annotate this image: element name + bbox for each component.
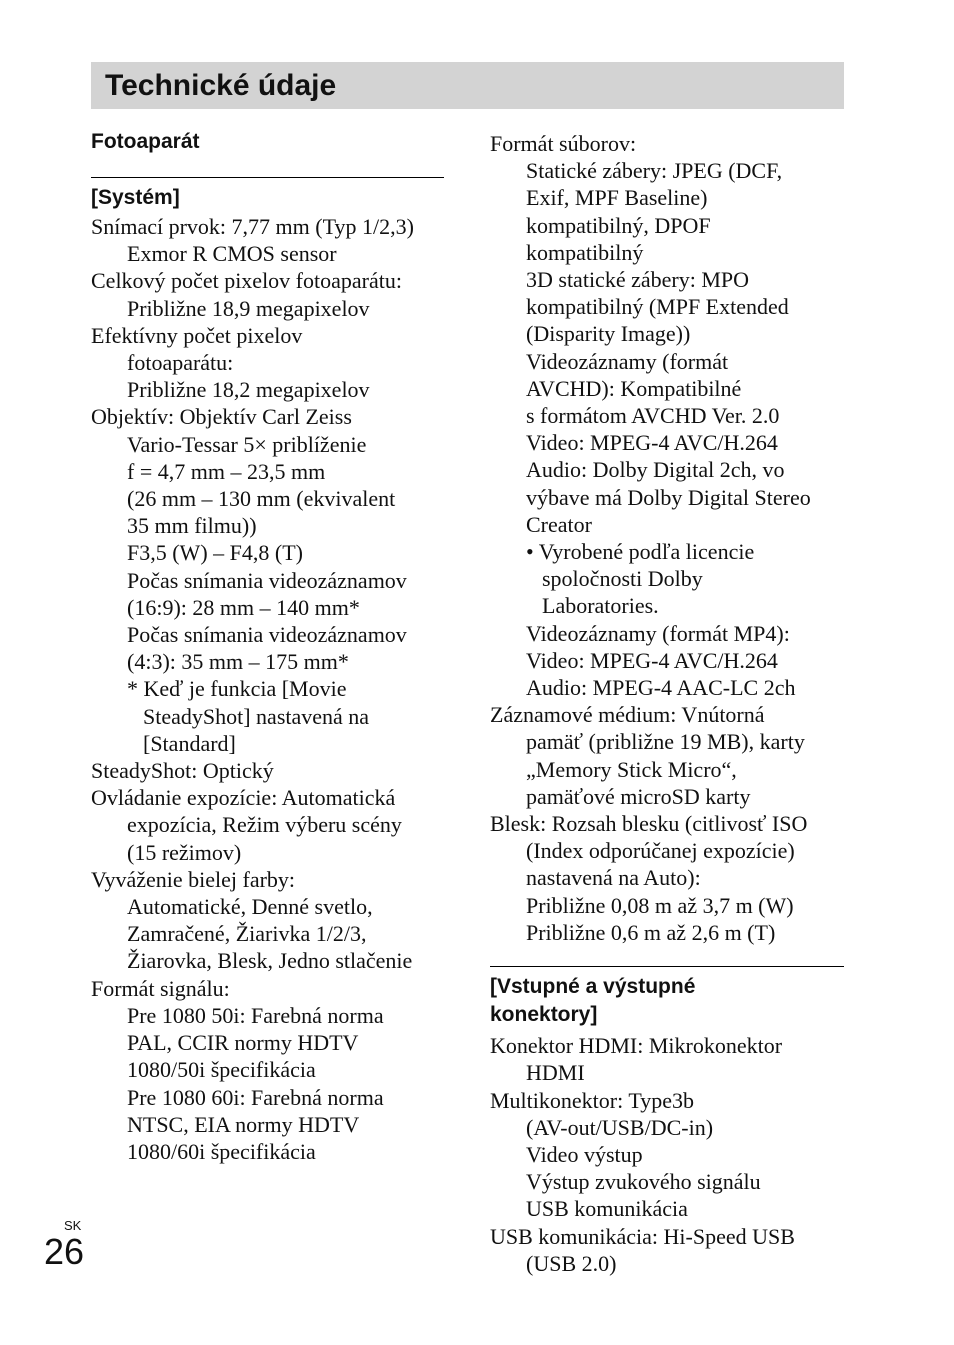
section-title-camera: Fotoaparát: [91, 130, 200, 153]
spec-line: 1080/60i špecifikácia: [127, 1138, 316, 1164]
spec-line: Vario-Tessar 5× priblíženie: [127, 431, 367, 457]
spec-line: Videozáznamy (formát: [526, 348, 729, 374]
spec-line: Približne 18,2 megapixelov: [127, 377, 370, 403]
spec-line: Ovládanie expozície: Automatická: [91, 785, 396, 811]
spec-line: fotoaparátu:: [127, 350, 234, 376]
spec-line: SteadyShot: Optický: [91, 758, 274, 784]
spec-line: (26 mm – 130 mm (ekvivalent: [127, 486, 396, 512]
spec-line: (Disparity Image)): [526, 321, 691, 347]
spec-line: * Keď je funkcia [Movie: [127, 676, 347, 702]
spec-line: • Vyrobené podľa licencie: [526, 539, 755, 565]
spec-line: Pre 1080 60i: Farebná norma: [127, 1084, 384, 1110]
spec-line: pamäť (približne 19 MB), karty: [526, 729, 805, 755]
spec-line: Záznamové médium: Vnútorná: [490, 702, 765, 728]
spec-line: HDMI: [526, 1060, 585, 1086]
spec-line: [Standard]: [143, 730, 236, 756]
spec-line: AVCHD): Kompatibilné: [526, 375, 742, 401]
spec-line: Laboratories.: [542, 593, 659, 619]
spec-line: Exif, MPF Baseline): [526, 185, 708, 211]
spec-line: Efektívny počet pixelov: [91, 322, 303, 348]
spec-line: Konektor HDMI: Mikrokonektor: [490, 1033, 783, 1059]
subsection-system: [Systém]: [91, 177, 444, 212]
spec-line: F3,5 (W) – F4,8 (T): [127, 540, 303, 566]
spec-line: Blesk: Rozsah blesku (citlivosť ISO: [490, 811, 808, 837]
page-title: Technické údaje: [105, 69, 337, 102]
spec-line: Automatické, Denné svetlo,: [127, 894, 373, 920]
spec-line: Video: MPEG-4 AVC/H.264: [526, 647, 778, 673]
spec-line: Statické zábery: JPEG (DCF,: [526, 158, 783, 184]
spec-line: s formátom AVCHD Ver. 2.0: [526, 403, 780, 429]
spec-line: Výstup zvukového signálu: [526, 1169, 761, 1195]
spec-line: (4:3): 35 mm – 175 mm*: [127, 649, 349, 675]
spec-line: Video: MPEG-4 AVC/H.264: [526, 430, 778, 456]
spec-line: Audio: Dolby Digital 2ch, vo: [526, 457, 785, 483]
page-title-bar: [91, 62, 844, 109]
spec-line: Celkový počet pixelov fotoaparátu:: [91, 268, 402, 294]
spec-line: Objektív: Objektív Carl Zeiss: [91, 404, 352, 430]
spec-line: 3D statické zábery: MPO: [526, 267, 749, 293]
spec-line: „Memory Stick Micro“,: [526, 756, 737, 782]
page-number: 26: [44, 1231, 85, 1272]
spec-line: expozícia, Režim výberu scény: [127, 812, 402, 838]
spec-line: spoločnosti Dolby: [542, 566, 703, 592]
spec-line: pamäťové microSD karty: [526, 783, 751, 809]
spec-list-left: [91, 213, 444, 1165]
spec-line: Približne 18,9 megapixelov: [127, 295, 370, 321]
spec-line: kompatibilný, DPOF: [526, 212, 711, 238]
spec-line: Približne 0,6 m až 2,6 m (T): [526, 919, 776, 945]
spec-line: (Index odporúčanej expozície): [526, 838, 795, 864]
spec-line: Počas snímania videozáznamov: [127, 622, 407, 648]
spec-line: (15 režimov): [127, 839, 242, 865]
spec-line: (16:9): 28 mm – 140 mm*: [127, 594, 360, 620]
left-column: [91, 128, 444, 1165]
spec-line: Vyváženie bielej farby:: [91, 866, 296, 892]
spec-list-right-a: [490, 130, 844, 946]
spec-line: Videozáznamy (formát MP4):: [526, 620, 790, 646]
spec-line: f = 4,7 mm – 23,5 mm: [127, 458, 326, 484]
spec-line: Približne 0,08 m až 3,7 m (W): [526, 892, 794, 918]
language-code: SK: [64, 1218, 82, 1233]
spec-line: Multikonektor: Type3b: [490, 1087, 694, 1113]
subsection-connectors-line-1: [Vstupné a výstupné: [490, 975, 696, 999]
spec-line: 1080/50i špecifikácia: [127, 1057, 316, 1083]
spec-line: (USB 2.0): [526, 1250, 617, 1276]
spec-line: kompatibilný: [526, 239, 644, 265]
spec-line: USB komunikácia: [526, 1196, 688, 1222]
spec-line: Exmor R CMOS sensor: [127, 241, 337, 267]
spec-line: kompatibilný (MPF Extended: [526, 294, 789, 320]
subsection-connectors-line-2: konektory]: [490, 1003, 598, 1027]
right-column: [490, 130, 844, 1277]
spec-line: Video výstup: [526, 1141, 643, 1167]
spec-line: Zamračené, Žiarivka 1/2/3,: [127, 921, 367, 947]
spec-line: Formát súborov:: [490, 131, 637, 156]
spec-line: Pre 1080 50i: Farebná norma: [127, 1002, 384, 1028]
spec-line: (AV-out/USB/DC-in): [526, 1114, 714, 1140]
spec-line: Snímací prvok: 7,77 mm (Typ 1/2,3): [91, 214, 414, 239]
spec-line: USB komunikácia: Hi-Speed USB: [490, 1223, 795, 1249]
spec-line: Creator: [526, 511, 592, 537]
spec-line: Audio: MPEG-4 AAC-LC 2ch: [526, 675, 796, 701]
subsection-connectors: [490, 966, 844, 1029]
spec-list-right-b: [490, 1032, 844, 1277]
spec-line: výbave má Dolby Digital Stereo: [526, 484, 811, 510]
spec-line: SteadyShot] nastavená na: [143, 703, 370, 729]
spec-line: Počas snímania videozáznamov: [127, 567, 407, 593]
spec-line: Žiarovka, Blesk, Jedno stlačenie: [127, 948, 413, 974]
spec-line: PAL, CCIR normy HDTV: [127, 1030, 359, 1056]
spec-line: nastavená na Auto):: [526, 865, 701, 891]
spec-line: Formát signálu:: [91, 975, 230, 1001]
spec-line: NTSC, EIA normy HDTV: [127, 1111, 360, 1137]
spec-line: 35 mm filmu)): [127, 513, 257, 539]
